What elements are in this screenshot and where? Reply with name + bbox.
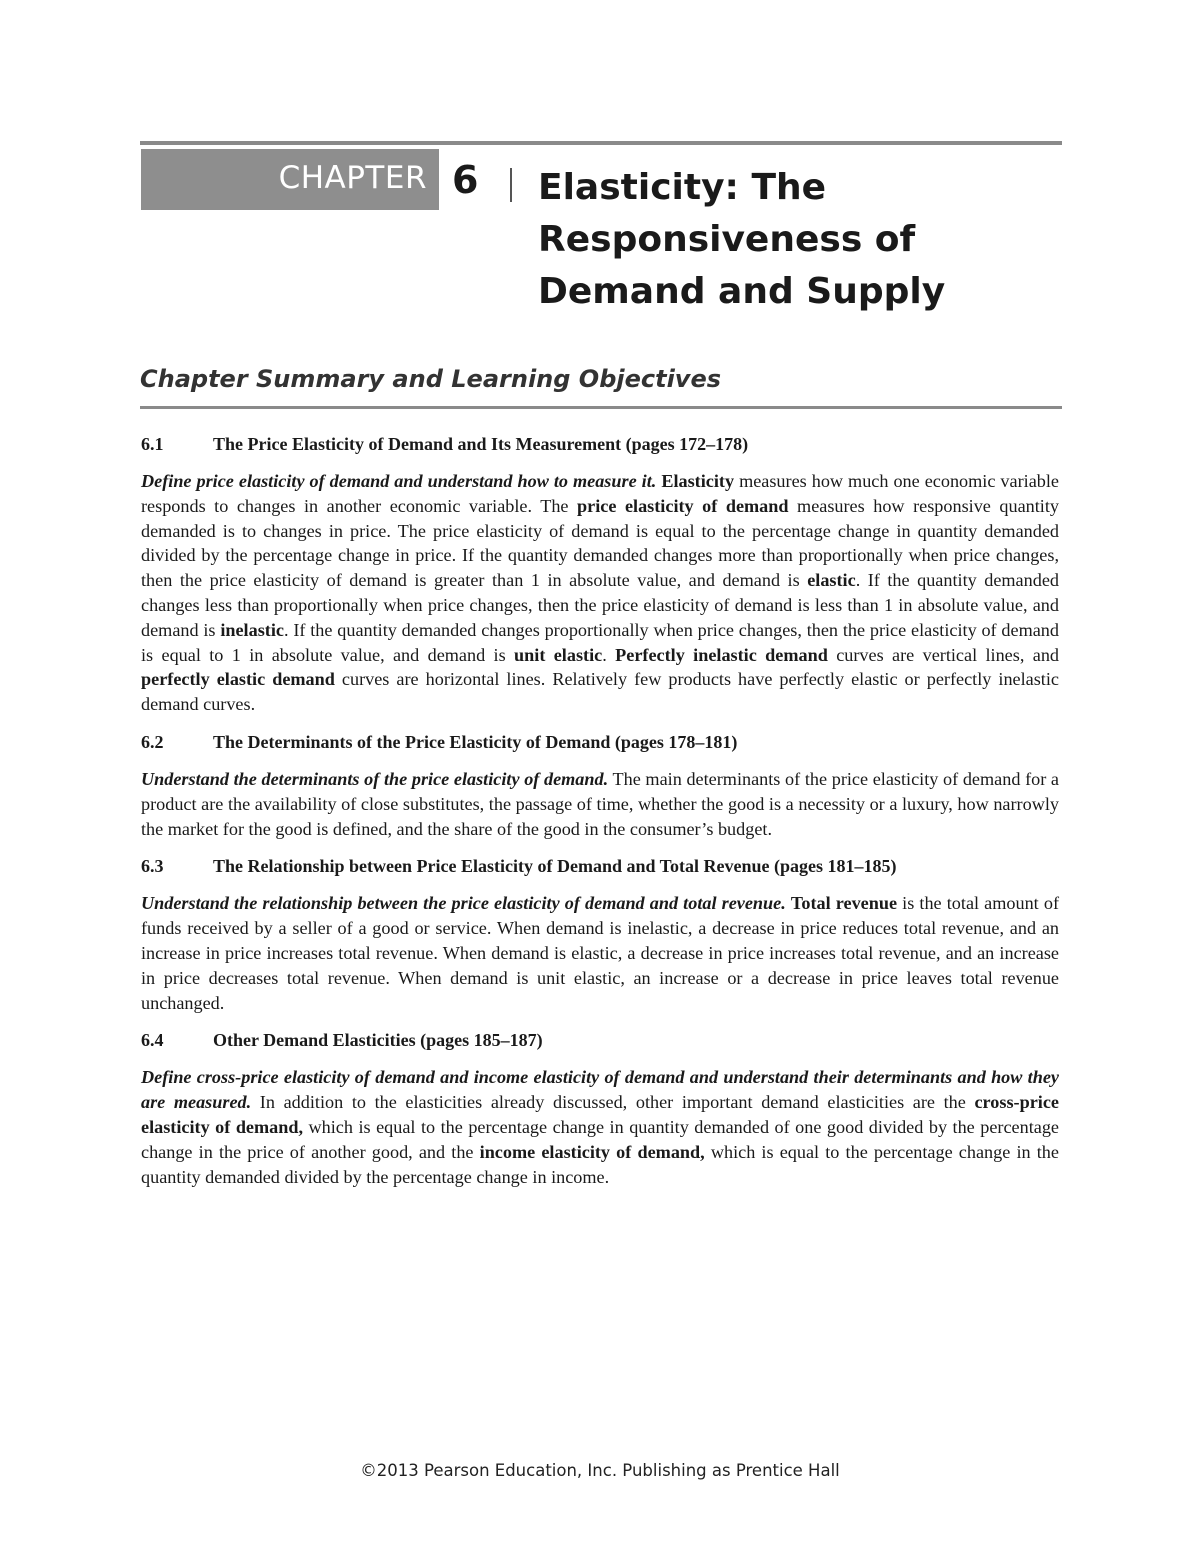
chapter-title-line: Responsiveness of [538,219,916,260]
objective-heading [141,1029,1059,1051]
key-term: cross-price elasticity of demand, [141,1092,1059,1137]
chapter-title-line: Demand and Supply [538,271,946,312]
objective-lead-text: Define cross-price elasticity of demand and income elasticity of demand and understand their determinants and how they are measured. [141,1067,1059,1113]
objective-number: 6.4 [141,1030,164,1051]
key-term: income elasticity of demand, [479,1141,705,1162]
body-text: . If the quantity demanded changes proportionally when price changes, then the price elasticity of demand is equal to 1 in absolute value, and demand is [141,619,1059,665]
copyright-footer: ©2013 Pearson Education, Inc. Publishing as Prentice Hall [360,1461,840,1480]
objective-number: 6.3 [141,856,164,877]
body-text: . If the quantity demanded changes less than proportionally when price changes, then the price elasticity of demand is less than 1 in absolute value, and demand is [141,570,1059,640]
body-text: is the total amount of funds received by a seller of a good or service. When demand is inelastic, a decrease in price reduces total revenue, and an increase in price increases total revenue. When demand is elastic, a decrease in price increases total revenue, and an increase in price decreases total revenue. When demand is unit elastic, an increase or a decrease in price leaves total revenue unchanged. [141,893,1059,1013]
body-text: curves are horizontal lines. Relatively few products have perfectly elastic or perfectly inelastic demand curves. [141,669,1059,715]
objective-heading [141,433,1059,455]
key-term: Elasticity [661,471,735,491]
body-text: which is equal to the percentage change in the quantity demanded divided by the percentage change in income. [141,1141,1059,1187]
chapter-title-line: Elasticity: The [538,167,827,208]
objective-title: The Determinants of the Price Elasticity of Demand (pages 178–181) [213,731,738,752]
objective-title: Other Demand Elasticities (pages 185–187) [213,1030,543,1051]
body-text: . [602,644,616,665]
key-term: elastic [807,570,856,591]
chapter-number: 6 [452,158,479,202]
objective-section [141,433,1059,717]
objectives-list [141,433,1059,1203]
key-term: unit elastic [514,644,603,665]
body-text: which is equal to the percentage change in quantity demanded of one good divided by the percentage change in the price of another good, and the [141,1116,1059,1162]
objective-body [141,891,1059,1015]
key-term: Perfectly inelastic demand [615,644,828,665]
chapter-band [141,149,439,210]
summary-heading: Chapter Summary and Learning Objectives [140,365,722,393]
top-rule [140,141,1062,145]
body-text: measures how much one economic variable responds to changes in another economic variable. The [141,471,1059,516]
heading-rule [140,406,1062,409]
key-term: perfectly elastic demand [141,669,335,690]
objective-number: 6.1 [141,434,164,454]
chapter-label: CHAPTER [278,160,427,196]
objective-section [141,1029,1059,1189]
objective-lead-text: Understand the determinants of the price elasticity of demand. [141,768,609,789]
body-text: The main determinants of the price elasticity of demand for a product are the availability of close substitutes, the passage of time, whether the good is a necessity or a luxury, how narrowly the market for the good is defined, and the share of the good in the consumer’s budget. [141,768,1059,839]
key-term: Total revenue [790,893,898,914]
objective-lead-text: Define price elasticity of demand and understand how to measure it. [141,471,657,491]
objective-lead-text: Understand the relationship between the price elasticity of demand and total revenue. [141,893,786,914]
objective-body [141,469,1059,717]
key-term: price elasticity of demand [577,495,789,516]
body-text: measures how responsive quantity demanded is to changes in price. The price elasticity of demand is equal to the percentage change in quantity demanded divided by the percentage change in price. If the quantity demanded changes more than proportionally when price changes, then the price elasticity of demand is greater than 1 in absolute value, and demand is [141,495,1060,591]
objective-heading [141,731,1059,753]
body-text: In addition to the elasticities already discussed, other important demand elasticities are the [251,1092,975,1113]
objective-section [141,855,1059,1015]
objective-section [141,731,1059,841]
chapter-title [538,162,1038,318]
objective-title: The Price Elasticity of Demand and Its Measurement (pages 172–178) [213,434,749,454]
objective-body [141,1065,1059,1189]
title-divider [510,168,512,202]
key-term: inelastic [220,619,284,640]
objective-body [141,767,1059,841]
body-text: curves are vertical lines, and [827,644,1060,665]
objective-heading [141,855,1059,877]
objective-number: 6.2 [141,731,164,752]
objective-title: The Relationship between Price Elasticity of Demand and Total Revenue (pages 181–185) [213,856,897,877]
